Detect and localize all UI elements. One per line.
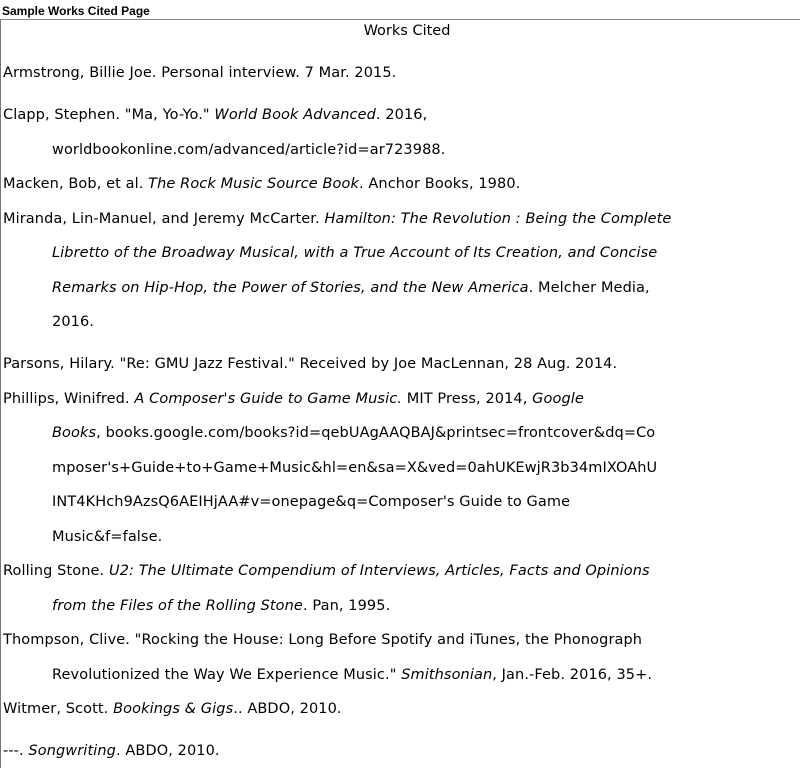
citation-text: Miranda, Lin-Manuel, and Jeremy McCarter. [3, 211, 325, 227]
citation-text: Phillips, Winifred. [3, 391, 135, 407]
citation-title-text: World Book Advanced [214, 107, 376, 123]
citation-title-text: The Rock Music Source Book [148, 176, 359, 192]
citation-text: Revolutionized the Way We Experience Music." [52, 667, 402, 683]
citation-text: ---. [3, 743, 29, 759]
citation-text: Macken, Bob, et al. [3, 176, 149, 192]
citation-title-text: Songwriting [28, 743, 116, 759]
citation-title-text: from the Files of the Rolling Stone [52, 598, 303, 614]
document-title: Works Cited [363, 23, 451, 39]
citation-title-text: Books [52, 425, 97, 441]
citation-text: mposer's+Guide+to+Game+Music&hl=en&sa=X&ved=0ahUKEwjR3b34mIXOAhU [52, 460, 658, 476]
citation-text: . 2016, [375, 107, 428, 123]
citation-title-text: Google [532, 391, 584, 407]
citation-line [3, 355, 617, 373]
citation-line [52, 597, 390, 615]
citation-line [52, 528, 162, 546]
citation-line [52, 459, 657, 477]
citation-text: worldbookonline.com/advanced/article?id=ar723988. [52, 142, 446, 158]
citation-text: Rolling Stone. [3, 563, 109, 579]
document-left-border [0, 20, 1, 768]
citation-line [3, 742, 220, 760]
citation-title-text: Remarks on Hip-Hop, the Power of Stories, and the New America [52, 280, 529, 296]
citation-text: Armstrong, Billie Joe. Personal interview. 7 Mar. 2015. [3, 65, 397, 81]
citation-line [52, 279, 650, 297]
citation-text: Music&f=false. [52, 529, 163, 545]
citation-line [3, 562, 650, 580]
citation-text: . Anchor Books, 1980. [358, 176, 521, 192]
citation-title-text: Hamilton: The Revolution : Being the Complete [324, 211, 672, 227]
citation-line [3, 390, 584, 408]
citation-line [3, 631, 642, 649]
citation-line [52, 424, 655, 442]
citation-text: Clapp, Stephen. "Ma, Yo-Yo." [3, 107, 215, 123]
citation-title-text: U2: The Ultimate Compendium of Interviews, Articles, Facts and Opinions [108, 563, 650, 579]
citation-text: . Melcher Media, [528, 280, 650, 296]
citation-text: .. ABDO, 2010. [233, 701, 342, 717]
citation-line [52, 493, 570, 511]
citation-line [52, 666, 652, 684]
citation-line [3, 700, 342, 718]
citation-text: , books.google.com/books?id=qebUAgAAQBAJ&printsec=frontcover&dq=Co [96, 425, 656, 441]
citation-line [52, 141, 445, 159]
citation-text: Witmer, Scott. [3, 701, 114, 717]
citation-line [3, 210, 671, 228]
citation-text: . ABDO, 2010. [115, 743, 220, 759]
citation-text: 2016. [52, 314, 95, 330]
citation-text: MIT Press, 2014, [402, 391, 533, 407]
citation-text: . Pan, 1995. [302, 598, 391, 614]
citation-title-text: A Composer's Guide to Game Music. [134, 391, 402, 407]
citation-text: INT4KHch9AzsQ6AEIHjAA#v=onepage&q=Composer's Guide to Game [52, 494, 571, 510]
citation-text: Parsons, Hilary. "Re: GMU Jazz Festival." Received by Joe MacLennan, 28 Aug. 2014. [3, 356, 618, 372]
page-header-label: Sample Works Cited Page [2, 4, 150, 18]
citation-title-text: Bookings & Gigs [113, 701, 234, 717]
citation-line [52, 313, 94, 331]
citation-text: , Jan.-Feb. 2016, 35+. [492, 667, 653, 683]
citation-text: Thompson, Clive. "Rocking the House: Long Before Spotify and iTunes, the Phonograph [3, 632, 643, 648]
citation-line [52, 244, 657, 262]
citation-title-text: Libretto of the Broadway Musical, with a True Account of Its Creation, and Concise [52, 245, 658, 261]
citation-line [3, 64, 396, 82]
citation-line [3, 175, 520, 193]
citation-title-text: Smithsonian [401, 667, 493, 683]
page-header [0, 0, 800, 20]
citation-line [3, 106, 427, 124]
